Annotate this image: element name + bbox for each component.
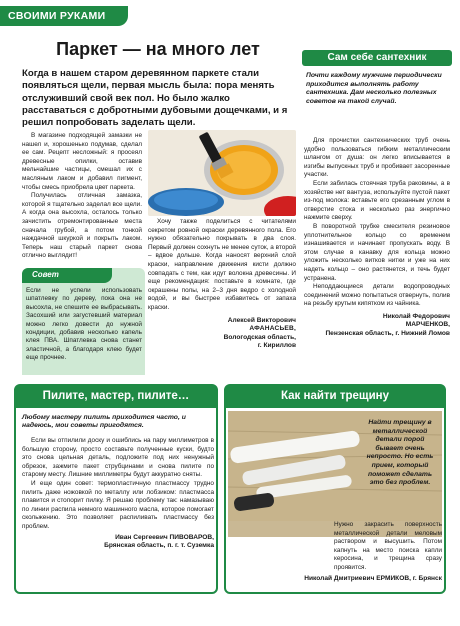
signature-surname: МАРЧЕНКОВ,: [405, 321, 450, 329]
paint-cans-illustration: [148, 130, 296, 216]
paragraph: Для прочистки сантехнических труб очень удобно пользоваться гибким металлическим шлангом от душа: он легко вписывается в изгибы выпускных труб и пробивает засоренные участки.: [304, 137, 450, 179]
saw-intro: Любому мастеру пилить приходится часто, и надеюсь, мои советы пригодятся.: [22, 414, 186, 430]
plumber-intro: Почти каждому мужчине периодически приходится выполнять работу сантехника. Дам несколько полезных советов на такой случай.: [306, 72, 442, 105]
paragraph: Получилась отличная замазка, которой я тщательно заделал все щели. А когда она высохла, осталось только зачистить отремонтированные места сначала грубой, а потом тонкой наждачной шкуркой и покрыть лаком. Теперь наш старый паркет снова отлично выглядит!: [22, 192, 142, 260]
signature-name: Николай Федорович: [382, 312, 450, 320]
signature-place: Вологодская область,: [223, 333, 296, 341]
paragraph: Хочу также поделиться с читателями секретом ровной окраски деревянного пола. Его нужно обязательно покрывать в два слоя. Первый должен сохнуть не менее суток, а второй – вдвое дольше. Когда наносят верхний слой краски, направление движения кисти должно совпадать с тем, как идут волокна древесины. И еще рекомендация: поставьте в комнате, где окрашены полы, на 2–3 дня ведро с холодной водой, и вы быстрее избавитесь от запаха краски.: [148, 218, 296, 311]
article-signature: [148, 317, 296, 351]
advice-title: Совет: [22, 268, 112, 283]
paragraph: В магазине подходящей замазки не нашел и, хорошенько подумав, сделал ее сам. Рецепт несложный: я просеял древесные опилки, оставив мельчайшие частицы, смешал их с масляным лаком и добавил пигмент, чтобы смесь приобрела цвет паркета.: [22, 132, 142, 191]
signature-name: Алексей Викторович: [227, 316, 296, 324]
article-column-2: [148, 218, 296, 351]
paragraph: Если вы отпилили доску и ошиблись на пару миллиметров в большую сторону, просто составьте полученные куски, будто это снова цельная деталь, подложите под них ненужный обрезок, зажмите пакет струбцинами и снова пилите по старому месту. Лишние миллиметры будут аккуратно сняты.: [22, 437, 214, 479]
saw-signature: [22, 534, 214, 551]
signature-place: Пензенская область, г. Нижний Ломов: [325, 330, 450, 338]
paragraph: Нужно закрасить поверхность металлической детали меловым раствором и высушить. Потом капнуть на место поиска капли керосина, и трещина сразу проявится.: [334, 521, 442, 571]
article-lead: Когда в нашем старом деревянном паркете стали появляться щели, первая мысль была: пора менять отслуживший свой век пол. Но было жалко расставаться с добротными дубовыми дощечками, и я решил попробовать заделать щели.: [22, 68, 288, 129]
paragraph: Неподдающиеся детали водопроводных соединений можно попытаться отвернуть, полив на резьбу крутым кипятком из чайника.: [304, 283, 450, 308]
signature-name: Иван Сергеевич ПИВОВАРОВ,: [115, 533, 214, 541]
saw-body: [22, 437, 214, 551]
signature-surname: АФАНАСЬЕВ,: [249, 325, 296, 333]
crack-signature: Николай Дмитриевич ЕРМИКОВ, г. Брянск: [304, 574, 442, 582]
paragraph: Если забилась стоячная труба раковины, а в хозяйстве нет вантуза, используйте пустой пакет из-под молока: вставьте его срезанным углом в отверстие стока и несколько раз энергично нажмите сверху.: [304, 179, 450, 222]
plumber-body: [304, 137, 450, 339]
paint-cans-photo: [148, 130, 296, 216]
paragraph: И еще один совет: термопластичную пластмассу трудно пилить даже ножовкой по металлу или лобзиком: пластмасса плавится и стопорит пилку. Я решаю проблему так: намазываю по линии распила немного машинного масла, которое помогает скольжению. Это позволяет распиливать пластмассу без проблем.: [22, 479, 214, 530]
signature-town: г. Кириллов: [257, 342, 296, 350]
article-column-1: [22, 132, 142, 261]
plumber-signature: [304, 313, 450, 339]
paragraph: В поворотной трубке смесителя резиновое уплотнительное кольцо со временем изнашивается и начинает пропускать воду. В этом случае в канавку для кольца можно уложить несколько витков нитки и уже на них надеть кольцо – оно растянется, и течь будет устранена.: [304, 222, 450, 282]
section-tab: СВОИМИ РУКАМИ: [0, 6, 128, 26]
article-title: Паркет — на много лет: [56, 39, 260, 59]
plumber-title: Сам себе сантехник: [302, 50, 452, 66]
crack-intro: Найти трещину в металлической детали порой бывает очень непросто. Но есть прием, который поможет сделать это без проблем.: [366, 419, 434, 487]
crack-title: Как найти трещину: [226, 386, 444, 408]
signature-place: Брянская область, п. г. т. Суземка: [104, 542, 214, 550]
advice-text: Если не успели использовать шпатлевку по дереву, пока она не высохла, не спешите ее выбрасывать. Засохший или загустевший материал можно легко довести до нужной кондиции, добавив несколько капель клея ПВА. Шпатлевка снова станет эластичной, а благодаря клею будет еще прочнее.: [26, 287, 142, 362]
saw-title: Пилите, мастер, пилите…: [16, 386, 216, 408]
crack-body: [228, 521, 442, 583]
